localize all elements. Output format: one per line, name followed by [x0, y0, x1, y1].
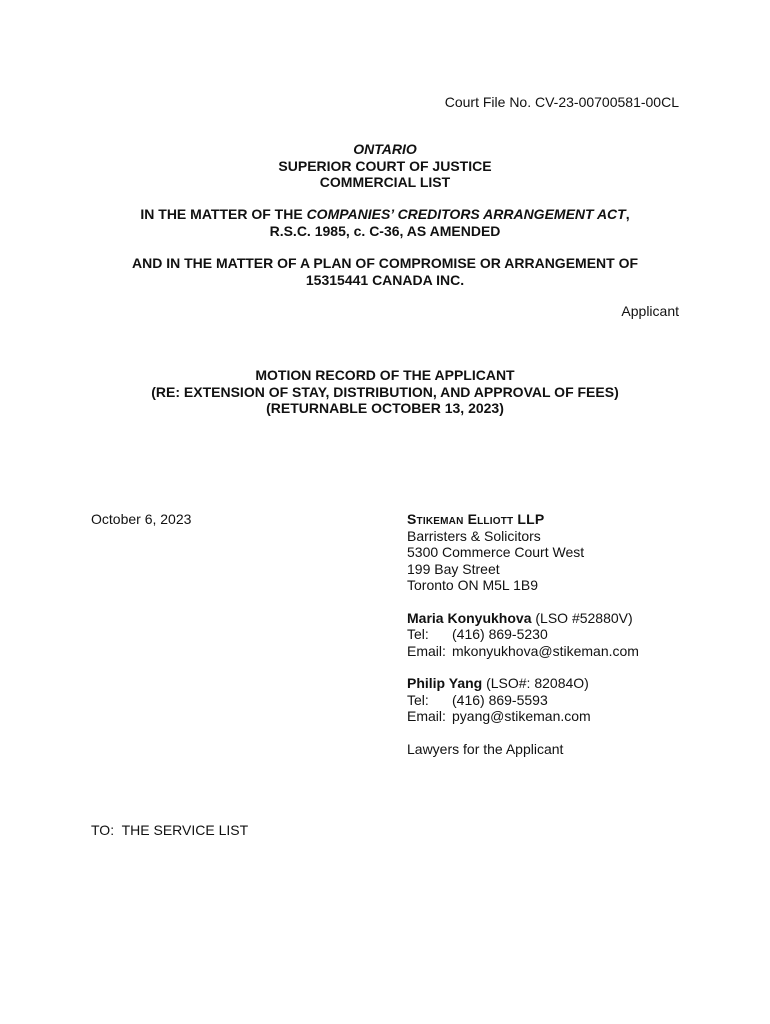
lawyer-1-email-label: Email:	[407, 642, 446, 659]
lawyers-for-applicant: Lawyers for the Applicant	[407, 740, 564, 757]
act-name: COMPANIES’ CREDITORS ARRANGEMENT ACT	[306, 206, 626, 222]
court-file-number: Court File No. CV-23-00700581-00CL	[444, 94, 679, 110]
firm-description: Barristers & Solicitors	[407, 527, 541, 544]
lawyer-2-email: pyang@stikeman.com	[452, 708, 591, 724]
lawyer-1-email: mkonyukhova@stikeman.com	[452, 642, 639, 659]
lawyer-2-name: Philip Yang	[407, 675, 483, 691]
title-line1: MOTION RECORD OF THE APPLICANT	[255, 367, 515, 383]
firm-address-line3: Toronto ON M5L 1B9	[407, 577, 538, 593]
document-date: October 6, 2023	[91, 511, 192, 527]
matter-ccaa-prefix: IN THE MATTER OF THE	[140, 206, 307, 222]
lawyer-2-email-label: Email:	[407, 708, 446, 724]
lawyer-1-name-line	[407, 610, 727, 627]
service-list-line: TO: THE SERVICE LIST	[91, 822, 249, 838]
lawyer-1-name: Maria Konyukhova	[407, 609, 532, 626]
lawyer-1-lso: (LSO #52880V)	[531, 609, 633, 626]
matter-ccaa-suffix: ,	[625, 206, 630, 222]
firm-address-line2: 199 Bay Street	[407, 560, 500, 577]
document-title	[85, 367, 685, 417]
lawyer-2-lso: (LSO#: 82084O)	[482, 675, 589, 691]
matter-ccaa	[85, 206, 685, 239]
signature-block	[407, 511, 727, 757]
matter-plan-line1: AND IN THE MATTER OF A PLAN OF COMPROMISE OR ARRANGEMENT OF	[131, 255, 639, 271]
matter-ccaa-line1	[85, 206, 685, 223]
party-role: Applicant	[621, 303, 679, 319]
firm-address-line1: 5300 Commerce Court West	[407, 544, 585, 560]
list-name: COMMERCIAL LIST	[319, 174, 451, 190]
lawyer-1-tel-label: Tel:	[407, 626, 429, 642]
province-label: ONTARIO	[353, 141, 417, 157]
lawyer-2-tel-label: Tel:	[407, 691, 429, 708]
matter-ccaa-line2: R.S.C. 1985, c. C-36, AS AMENDED	[269, 222, 501, 239]
title-line2: (RE: EXTENSION OF STAY, DISTRIBUTION, AND APPROVAL OF FEES)	[151, 383, 619, 400]
firm-name: Stikeman Elliott LLP	[407, 511, 545, 527]
matter-plan-line2: 15315441 CANADA INC.	[305, 271, 465, 288]
lawyer-2-name-line	[407, 675, 727, 692]
court-name: SUPERIOR COURT OF JUSTICE	[278, 157, 492, 174]
lawyer-2-email-line	[407, 708, 727, 725]
lawyer-2-tel-line	[407, 692, 727, 709]
lawyer-1-tel: (416) 869-5230	[452, 626, 548, 642]
lawyer-1-email-line	[407, 643, 727, 660]
lawyer-2-tel: (416) 869-5593	[452, 691, 548, 708]
matter-plan	[85, 255, 685, 288]
title-line3: (RETURNABLE OCTOBER 13, 2023)	[266, 400, 504, 416]
court-heading	[85, 141, 685, 191]
lawyer-1-tel-line	[407, 626, 727, 643]
